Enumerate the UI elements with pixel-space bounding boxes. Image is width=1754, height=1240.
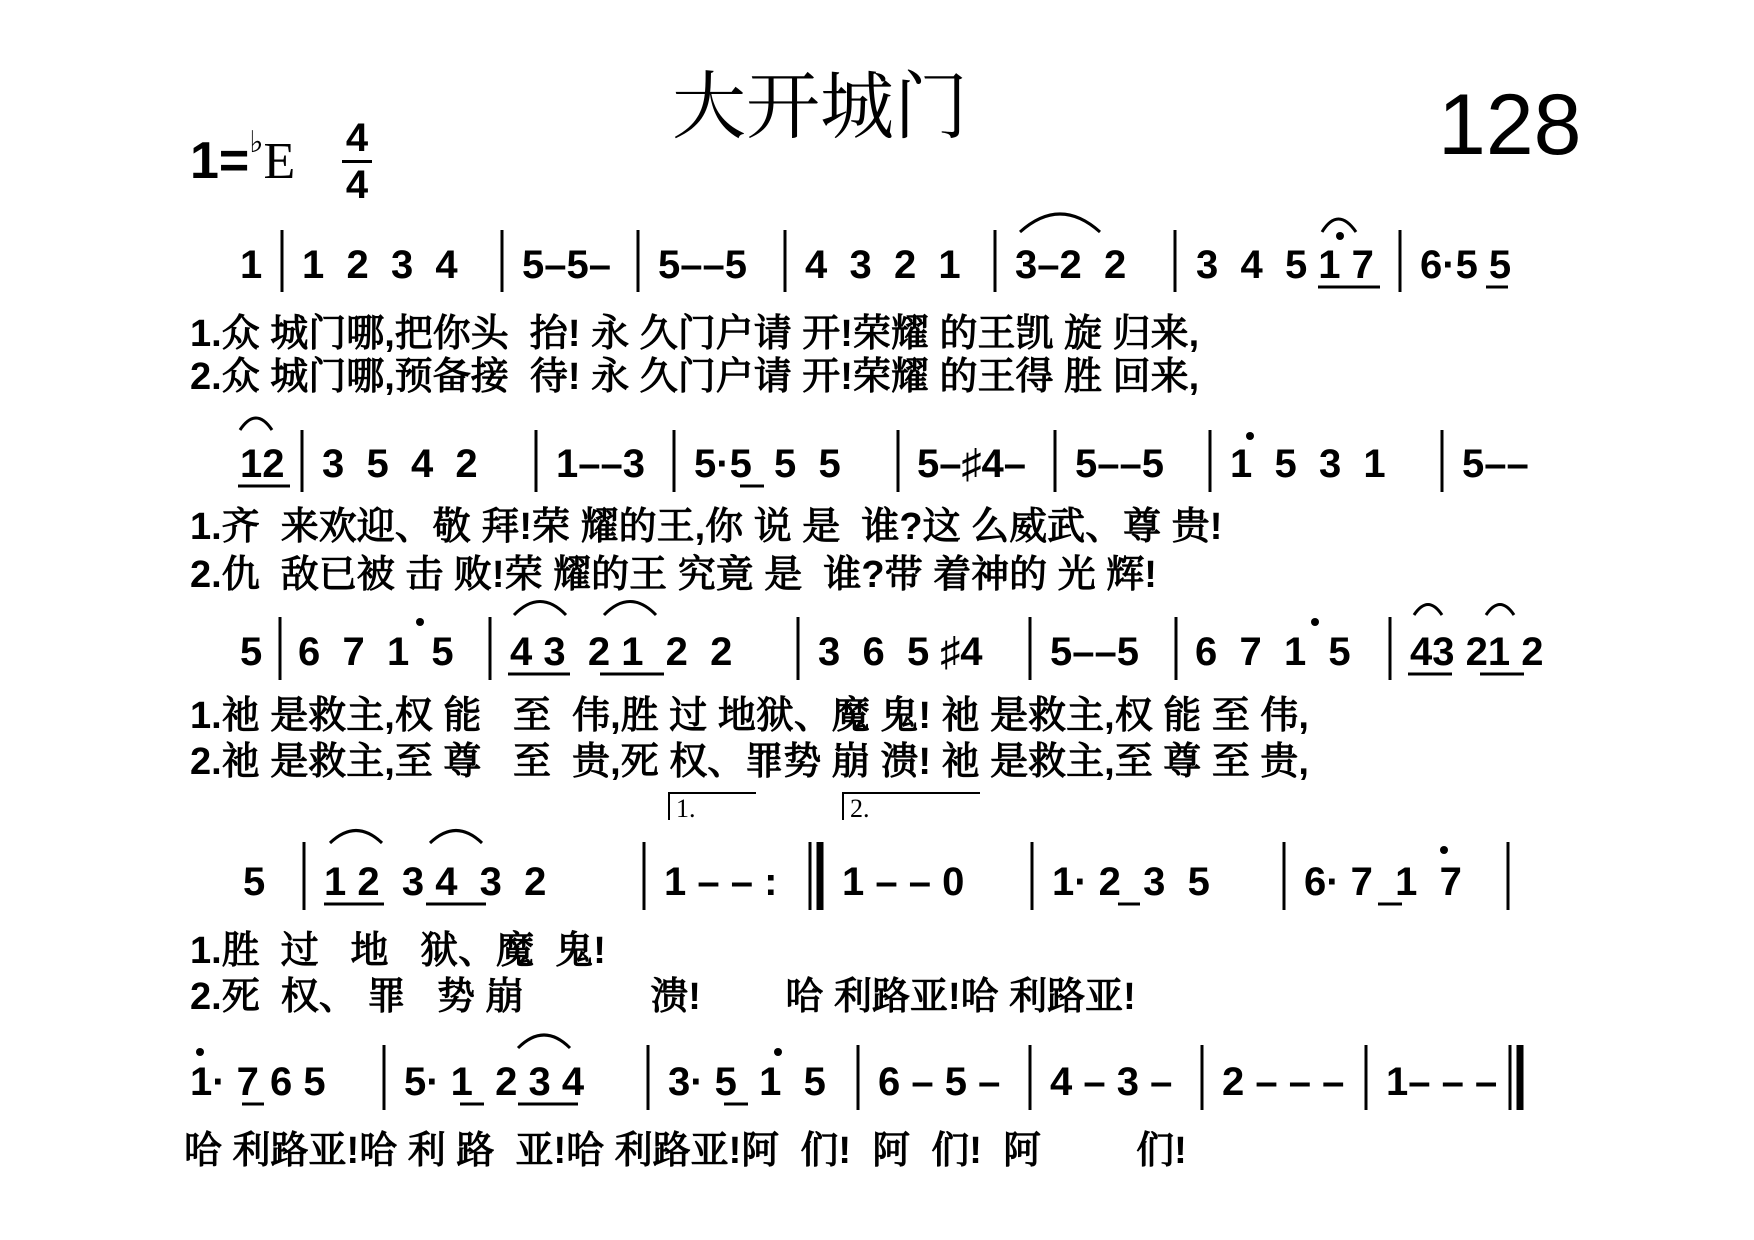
- high-octave-dot: [1246, 432, 1254, 440]
- hymn-number: 128: [1438, 77, 1582, 173]
- measure: 6 7 1 5: [298, 630, 454, 674]
- measure: 5·5 5 5: [694, 442, 841, 486]
- tie: [1020, 214, 1100, 232]
- measure: 3 5 4 2: [322, 442, 478, 486]
- high-octave-dot: [1336, 232, 1344, 240]
- measure: 1 – – 0: [842, 860, 965, 904]
- duration-underlines: [238, 287, 1524, 1104]
- high-octave-dot: [1440, 846, 1448, 854]
- measure: 5–5–: [522, 243, 611, 287]
- high-octave-dot: [774, 1048, 782, 1056]
- lyric-text: 1.胜 过 地 狱、魔 鬼!: [190, 930, 606, 972]
- measure: 1· 7 6 5: [190, 1060, 326, 1104]
- tie: [518, 1035, 570, 1048]
- key-note: E: [263, 133, 296, 190]
- measure: 4 3 2 1 2 2: [510, 630, 733, 674]
- measure: 5: [240, 630, 263, 674]
- lyric-text: 2.众 城门哪,预备接 待! 永 久门户请 开!荣耀 的王得 胜 回来,: [190, 356, 1200, 398]
- tie: [1322, 219, 1356, 232]
- lyric-text: 2.仇 敌已被 击 败!荣 耀的王 究竟 是 谁?带 着神的 光 辉!: [190, 554, 1157, 596]
- volta-label: 2.: [850, 794, 870, 823]
- measure: 12: [240, 442, 285, 486]
- tie: [604, 602, 656, 616]
- measure: 5––5: [1075, 442, 1164, 486]
- ties-and-slurs: [240, 214, 1514, 1048]
- octave-dots: [196, 232, 1448, 1056]
- measure: 5––5: [1050, 630, 1139, 674]
- high-octave-dot: [1311, 618, 1319, 626]
- measure: 6·5 5: [1420, 243, 1512, 287]
- measure: 5––: [1462, 442, 1529, 486]
- measure: 4 3 2 1: [805, 243, 961, 287]
- tie: [1414, 605, 1442, 616]
- tie: [430, 831, 482, 844]
- measure: 1 5 3 1: [1230, 442, 1386, 486]
- measure: 1 2 3 4 3 2: [324, 860, 547, 904]
- measure: 6· 7 1 7: [1304, 860, 1462, 904]
- measure: 5–♯4–: [917, 442, 1026, 486]
- flat-sign: ♭: [249, 126, 264, 159]
- meter-top: 4: [345, 116, 369, 160]
- measure: 5· 1 2 3 4: [404, 1060, 585, 1104]
- high-octave-dot: [416, 618, 424, 626]
- measure: 3· 5 1 5: [668, 1060, 826, 1104]
- measure: 5: [243, 860, 266, 904]
- lyric-text: 1.齐 来欢迎、敬 拜!荣 耀的王,你 说 是 谁?这 么威武、尊 贵!: [190, 506, 1223, 548]
- volta-label: 1.: [676, 794, 696, 823]
- barlines: [280, 230, 1520, 1110]
- measure: 1––3: [556, 442, 645, 486]
- measure: 5––5: [658, 243, 747, 287]
- measure: 3 4 5 1 7: [1196, 243, 1374, 287]
- tie: [240, 418, 272, 430]
- key-prefix: 1=: [190, 132, 250, 190]
- lyric-text: 哈 利路亚!哈 利 路 亚!哈 利路亚!阿 们! 阿 们! 阿 们!: [184, 1130, 1187, 1172]
- measure: 1: [240, 243, 263, 287]
- measure: 1· 2 3 5: [1052, 860, 1210, 904]
- measure: 2 – – –: [1222, 1060, 1345, 1104]
- lyric-text: 1.众 城门哪,把你头 抬! 永 久门户请 开!荣耀 的王凯 旋 归来,: [190, 313, 1200, 355]
- measure: 1 2 3 4: [302, 243, 458, 287]
- measure: 1 – – :: [664, 860, 778, 904]
- tie: [330, 831, 382, 844]
- tie: [514, 602, 566, 616]
- measure: 3 6 5 ♯4: [818, 630, 983, 674]
- measure: 3–2 2: [1015, 243, 1127, 287]
- lyric-text: 2.死 权、 罪 势 崩 溃! 哈 利路亚!哈 利路亚!: [190, 976, 1136, 1018]
- measure: 1– – –: [1386, 1060, 1498, 1104]
- tie: [1486, 605, 1514, 616]
- measure: 4 – 3 –: [1050, 1060, 1173, 1104]
- measure: 6 7 1 5: [1195, 630, 1351, 674]
- meter-bottom: 4: [345, 163, 369, 207]
- lyric-text: 2.祂 是救主,至 尊 至 贵,死 权、罪势 崩 溃! 祂 是救主,至 尊 至 贵,: [190, 741, 1309, 783]
- hymn-title: 大开城门: [672, 65, 968, 148]
- measure: 6 – 5 –: [878, 1060, 1001, 1104]
- lyric-text: 1.祂 是救主,权 能 至 伟,胜 过 地狱、魔 鬼! 祂 是救主,权 能 至 伟,: [190, 695, 1309, 737]
- high-octave-dot: [196, 1048, 204, 1056]
- measure: 43 21 2: [1410, 630, 1544, 674]
